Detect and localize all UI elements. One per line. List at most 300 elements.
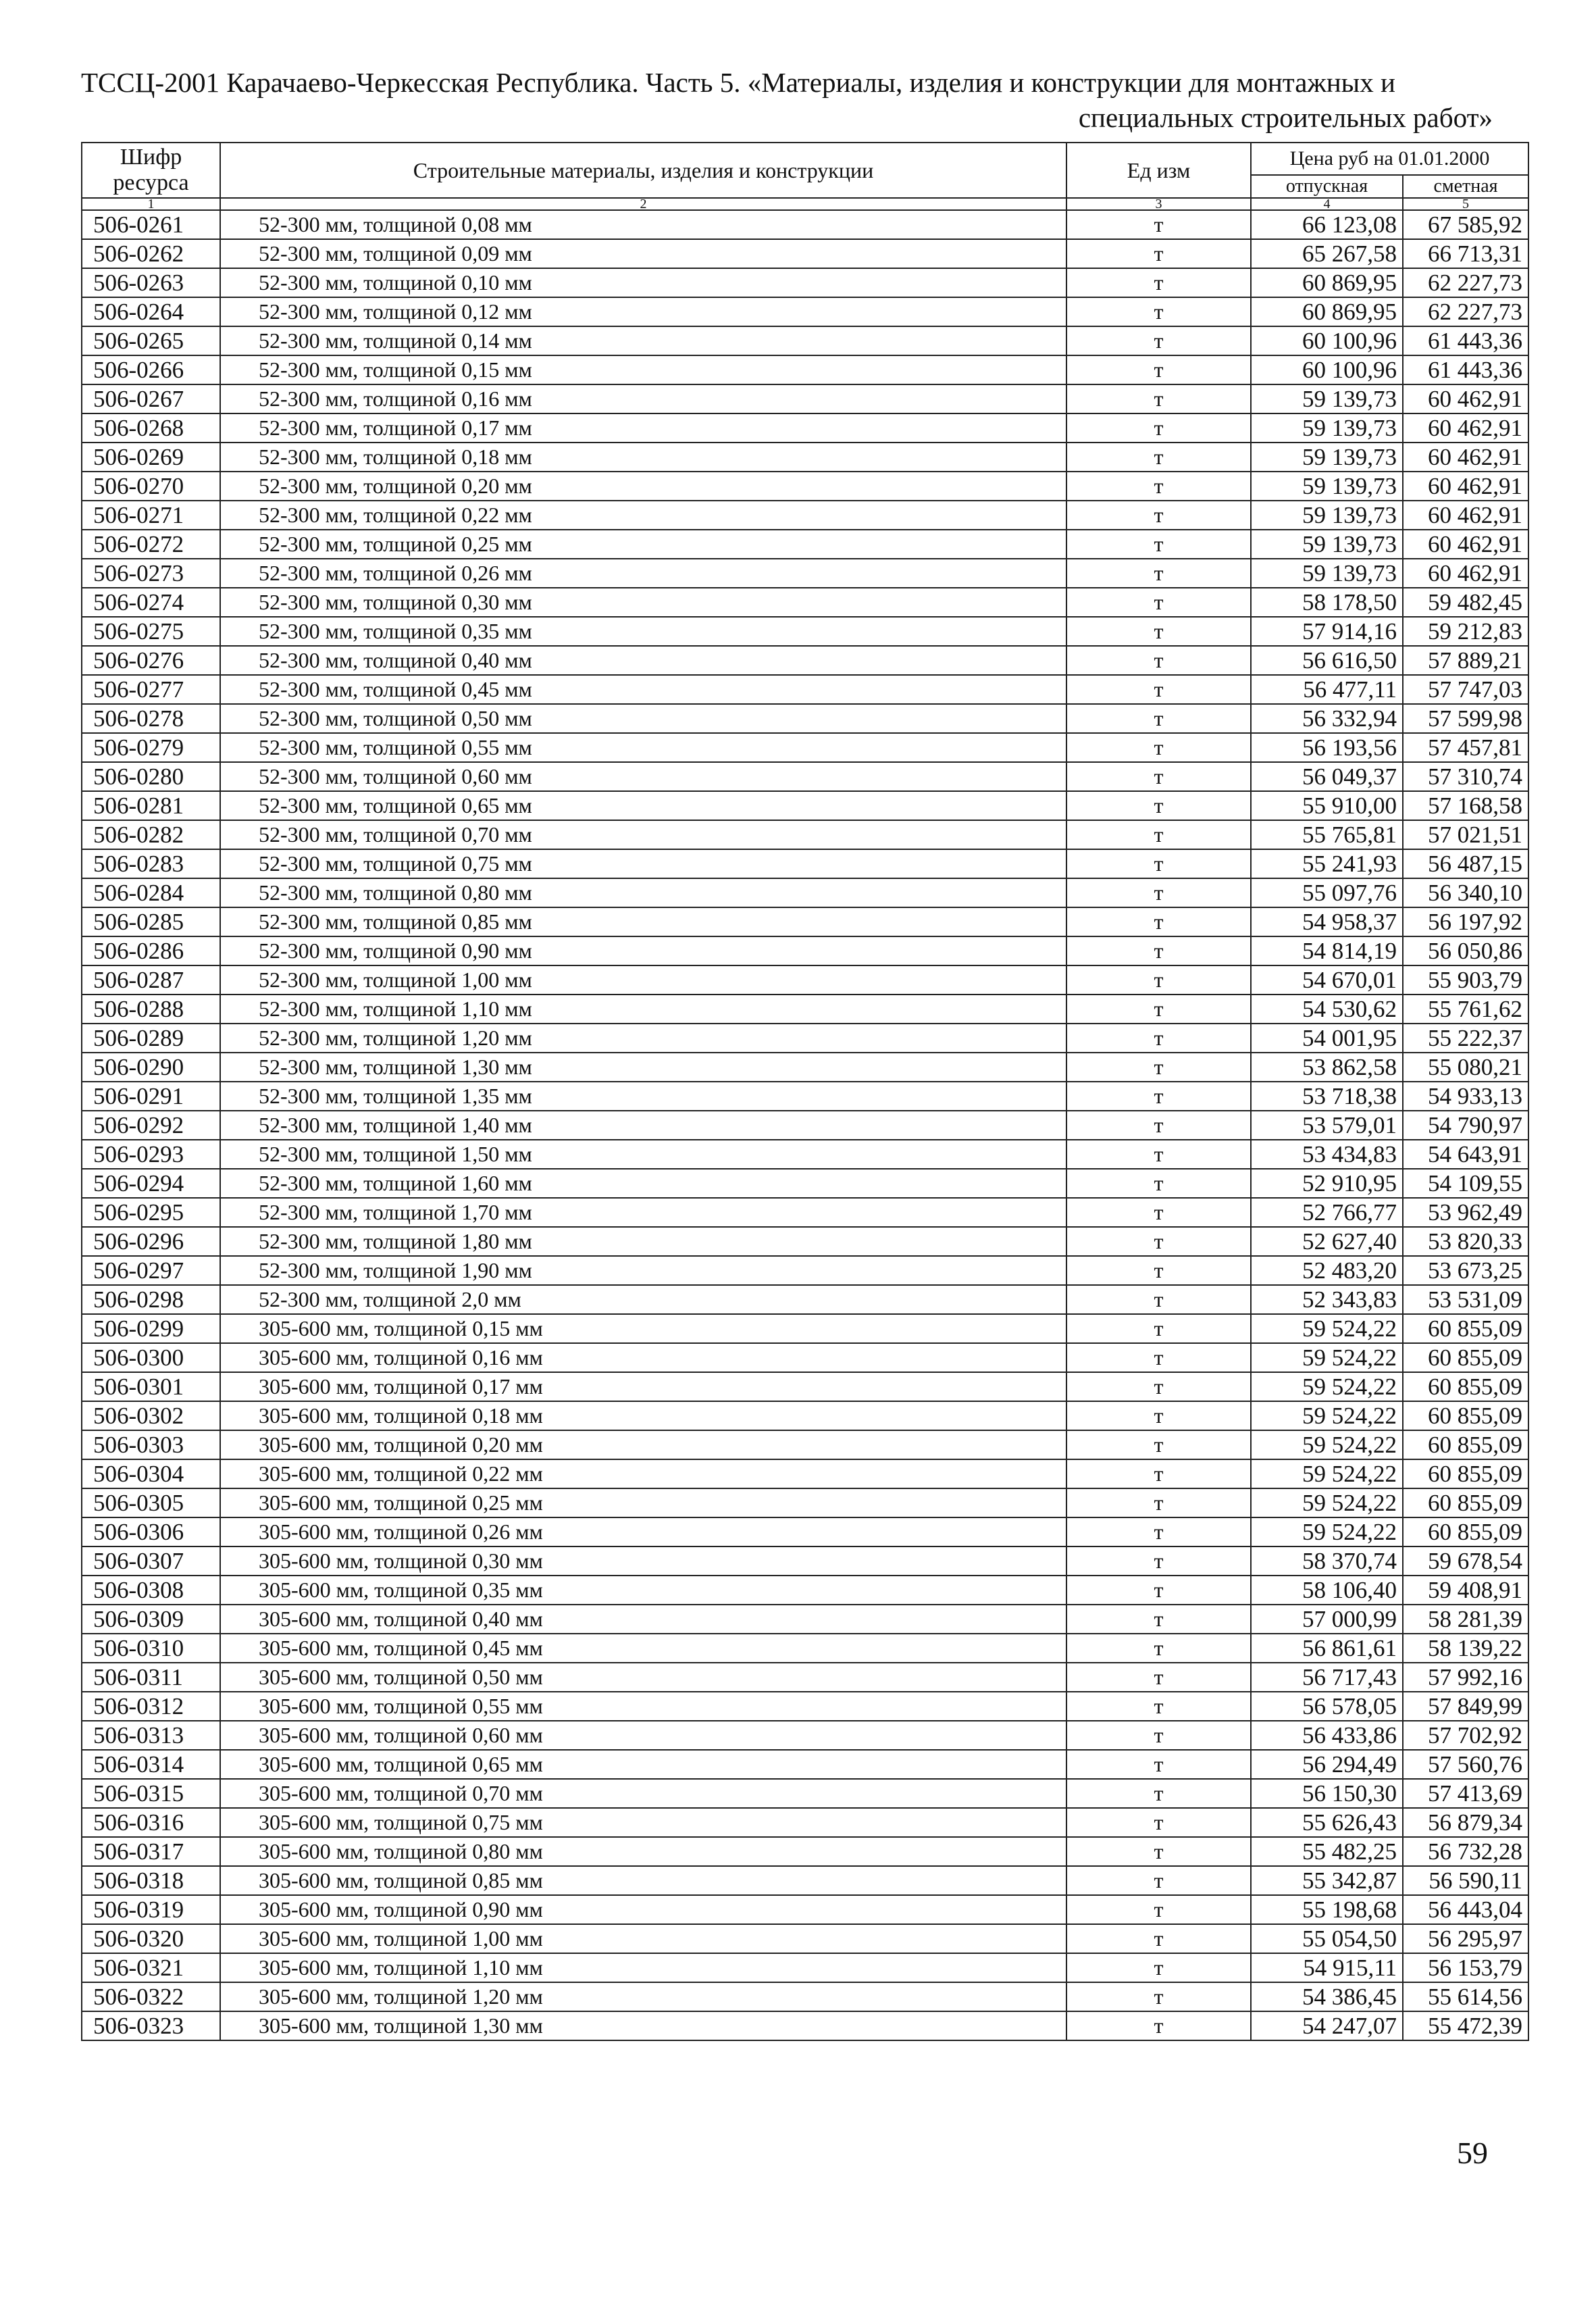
estimate-price-cell: 60 855,09 <box>1403 1488 1528 1517</box>
resource-code-cell: 506-0308 <box>82 1576 220 1605</box>
table-row <box>82 588 1528 617</box>
release-price-cell: 55 241,93 <box>1251 849 1403 878</box>
release-price-cell: 55 054,50 <box>1251 1924 1403 1953</box>
material-name-cell: 305-600 мм, толщиной 1,00 мм <box>220 1924 1066 1953</box>
table-row <box>82 1692 1528 1721</box>
release-price-cell: 59 139,73 <box>1251 472 1403 501</box>
header-title-line2: специальных строительных работ» <box>1078 102 1493 133</box>
release-price-cell: 59 524,22 <box>1251 1488 1403 1517</box>
release-price-cell: 59 139,73 <box>1251 384 1403 413</box>
material-name-cell: 305-600 мм, толщиной 0,26 мм <box>220 1517 1066 1546</box>
table-row <box>82 1953 1528 1982</box>
unit-cell: т <box>1066 820 1251 849</box>
material-name-cell: 52-300 мм, толщиной 0,35 мм <box>220 617 1066 646</box>
release-price-cell: 56 861,61 <box>1251 1634 1403 1663</box>
column-number: 5 <box>1403 198 1528 210</box>
material-name-cell: 305-600 мм, толщиной 1,20 мм <box>220 1982 1066 2011</box>
estimate-price-cell: 58 139,22 <box>1403 1634 1528 1663</box>
table-row <box>82 443 1528 472</box>
header-release-price: отпускная <box>1251 175 1403 198</box>
release-price-cell: 52 483,20 <box>1251 1256 1403 1285</box>
resource-code-cell: 506-0301 <box>82 1372 220 1401</box>
resource-code-cell: 506-0322 <box>82 1982 220 2011</box>
resource-code-cell: 506-0285 <box>82 907 220 936</box>
unit-cell: т <box>1066 1517 1251 1546</box>
resource-code-cell: 506-0279 <box>82 733 220 762</box>
unit-cell: т <box>1066 1082 1251 1111</box>
unit-cell: т <box>1066 762 1251 791</box>
estimate-price-cell: 56 487,15 <box>1403 849 1528 878</box>
release-price-cell: 54 530,62 <box>1251 995 1403 1024</box>
table-row <box>82 1082 1528 1111</box>
estimate-price-cell: 60 462,91 <box>1403 443 1528 472</box>
material-name-cell: 52-300 мм, толщиной 1,90 мм <box>220 1256 1066 1285</box>
resource-code-cell: 506-0310 <box>82 1634 220 1663</box>
material-name-cell: 52-300 мм, толщиной 1,10 мм <box>220 995 1066 1024</box>
resource-code-cell: 506-0289 <box>82 1024 220 1053</box>
release-price-cell: 55 198,68 <box>1251 1895 1403 1924</box>
resource-code-cell: 506-0297 <box>82 1256 220 1285</box>
material-name-cell: 305-600 мм, толщиной 0,35 мм <box>220 1576 1066 1605</box>
resource-code-cell: 506-0284 <box>82 878 220 907</box>
estimate-price-cell: 54 790,97 <box>1403 1111 1528 1140</box>
material-name-cell: 52-300 мм, толщиной 0,60 мм <box>220 762 1066 791</box>
material-name-cell: 305-600 мм, толщиной 0,40 мм <box>220 1605 1066 1634</box>
material-name-cell: 305-600 мм, толщиной 0,15 мм <box>220 1314 1066 1343</box>
material-name-cell: 305-600 мм, толщиной 0,16 мм <box>220 1343 1066 1372</box>
estimate-price-cell: 60 855,09 <box>1403 1401 1528 1430</box>
table-row <box>82 355 1528 384</box>
resource-code-cell: 506-0323 <box>82 2011 220 2040</box>
table-row <box>82 2011 1528 2040</box>
resource-code-cell: 506-0296 <box>82 1227 220 1256</box>
resource-code-cell: 506-0295 <box>82 1198 220 1227</box>
release-price-cell: 52 627,40 <box>1251 1227 1403 1256</box>
unit-cell: т <box>1066 733 1251 762</box>
column-number: 3 <box>1066 198 1251 210</box>
release-price-cell: 65 267,58 <box>1251 239 1403 268</box>
estimate-price-cell: 57 889,21 <box>1403 646 1528 675</box>
page-number: 59 <box>1457 2136 1488 2170</box>
table-row <box>82 297 1528 326</box>
resource-code-cell: 506-0312 <box>82 1692 220 1721</box>
estimate-price-cell: 56 443,04 <box>1403 1895 1528 1924</box>
column-number: 2 <box>220 198 1066 210</box>
resource-code-cell: 506-0264 <box>82 297 220 326</box>
table-row <box>82 762 1528 791</box>
release-price-cell: 59 524,22 <box>1251 1459 1403 1488</box>
release-price-cell: 52 910,95 <box>1251 1169 1403 1198</box>
material-name-cell: 52-300 мм, толщиной 0,80 мм <box>220 878 1066 907</box>
resource-code-cell: 506-0280 <box>82 762 220 791</box>
material-name-cell: 305-600 мм, толщиной 0,85 мм <box>220 1866 1066 1895</box>
release-price-cell: 58 178,50 <box>1251 588 1403 617</box>
resource-code-cell: 506-0292 <box>82 1111 220 1140</box>
estimate-price-cell: 59 408,91 <box>1403 1576 1528 1605</box>
table-row <box>82 1140 1528 1169</box>
resource-code-cell: 506-0309 <box>82 1605 220 1634</box>
table-row <box>82 413 1528 443</box>
resource-code-cell: 506-0268 <box>82 413 220 443</box>
estimate-price-cell: 57 599,98 <box>1403 704 1528 733</box>
unit-cell: т <box>1066 1663 1251 1692</box>
unit-cell: т <box>1066 501 1251 530</box>
header-title-line1: ТССЦ-2001 Карачаево-Черкесская Республика. Часть 5. «Материалы, изделия и конструкции для монтажных и <box>81 67 1395 98</box>
release-price-cell: 56 433,86 <box>1251 1721 1403 1750</box>
estimate-price-cell: 60 855,09 <box>1403 1459 1528 1488</box>
table-row <box>82 1459 1528 1488</box>
unit-cell: т <box>1066 907 1251 936</box>
unit-cell: т <box>1066 239 1251 268</box>
release-price-cell: 60 869,95 <box>1251 268 1403 297</box>
release-price-cell: 56 049,37 <box>1251 762 1403 791</box>
unit-cell: т <box>1066 472 1251 501</box>
unit-cell: т <box>1066 1982 1251 2011</box>
material-name-cell: 52-300 мм, толщиной 1,00 мм <box>220 965 1066 995</box>
release-price-cell: 54 814,19 <box>1251 936 1403 965</box>
material-name-cell: 305-600 мм, толщиной 0,60 мм <box>220 1721 1066 1750</box>
table-row <box>82 1343 1528 1372</box>
estimate-price-cell: 58 281,39 <box>1403 1605 1528 1634</box>
unit-cell: т <box>1066 1401 1251 1430</box>
estimate-price-cell: 55 080,21 <box>1403 1053 1528 1082</box>
estimate-price-cell: 56 879,34 <box>1403 1808 1528 1837</box>
release-price-cell: 53 718,38 <box>1251 1082 1403 1111</box>
unit-cell: т <box>1066 530 1251 559</box>
release-price-cell: 56 193,56 <box>1251 733 1403 762</box>
release-price-cell: 52 343,83 <box>1251 1285 1403 1314</box>
material-name-cell: 305-600 мм, толщиной 0,18 мм <box>220 1401 1066 1430</box>
material-name-cell: 52-300 мм, толщиной 0,18 мм <box>220 443 1066 472</box>
table-row <box>82 733 1528 762</box>
estimate-price-cell: 60 462,91 <box>1403 413 1528 443</box>
release-price-cell: 59 139,73 <box>1251 559 1403 588</box>
material-name-cell: 52-300 мм, толщиной 0,50 мм <box>220 704 1066 733</box>
unit-cell: т <box>1066 1140 1251 1169</box>
resource-code-cell: 506-0314 <box>82 1750 220 1779</box>
estimate-price-cell: 62 227,73 <box>1403 297 1528 326</box>
unit-cell: т <box>1066 268 1251 297</box>
table-row <box>82 1866 1528 1895</box>
resource-code-cell: 506-0321 <box>82 1953 220 1982</box>
resource-code-cell: 506-0263 <box>82 268 220 297</box>
table-row <box>82 472 1528 501</box>
table-row <box>82 268 1528 297</box>
table-row <box>82 1895 1528 1924</box>
estimate-price-cell: 60 462,91 <box>1403 501 1528 530</box>
estimate-price-cell: 60 855,09 <box>1403 1430 1528 1459</box>
table-row <box>82 1576 1528 1605</box>
resource-code-cell: 506-0294 <box>82 1169 220 1198</box>
release-price-cell: 59 524,22 <box>1251 1401 1403 1430</box>
table-row <box>82 1517 1528 1546</box>
unit-cell: т <box>1066 210 1251 239</box>
unit-cell: т <box>1066 995 1251 1024</box>
resource-code-cell: 506-0278 <box>82 704 220 733</box>
estimate-price-cell: 53 531,09 <box>1403 1285 1528 1314</box>
resource-code-cell: 506-0302 <box>82 1401 220 1430</box>
resource-code-cell: 506-0290 <box>82 1053 220 1082</box>
estimate-price-cell: 57 168,58 <box>1403 791 1528 820</box>
estimate-price-cell: 57 992,16 <box>1403 1663 1528 1692</box>
release-price-cell: 55 765,81 <box>1251 820 1403 849</box>
release-price-cell: 59 524,22 <box>1251 1314 1403 1343</box>
release-price-cell: 66 123,08 <box>1251 210 1403 239</box>
estimate-price-cell: 57 413,69 <box>1403 1779 1528 1808</box>
table-row <box>82 1169 1528 1198</box>
material-name-cell: 52-300 мм, толщиной 1,50 мм <box>220 1140 1066 1169</box>
material-name-cell: 52-300 мм, толщиной 0,70 мм <box>220 820 1066 849</box>
unit-cell: т <box>1066 1546 1251 1576</box>
column-number: 1 <box>82 198 220 210</box>
material-name-cell: 305-600 мм, толщиной 0,70 мм <box>220 1779 1066 1808</box>
material-name-cell: 305-600 мм, толщиной 1,30 мм <box>220 2011 1066 2040</box>
estimate-price-cell: 61 443,36 <box>1403 326 1528 355</box>
resource-code-cell: 506-0272 <box>82 530 220 559</box>
table-row <box>82 617 1528 646</box>
unit-cell: т <box>1066 1750 1251 1779</box>
table-row <box>82 1663 1528 1692</box>
release-price-cell: 56 150,30 <box>1251 1779 1403 1808</box>
unit-cell: т <box>1066 1692 1251 1721</box>
resource-code-cell: 506-0271 <box>82 501 220 530</box>
table-row <box>82 675 1528 704</box>
material-name-cell: 52-300 мм, толщиной 1,80 мм <box>220 1227 1066 1256</box>
release-price-cell: 54 958,37 <box>1251 907 1403 936</box>
estimate-price-cell: 55 614,56 <box>1403 1982 1528 2011</box>
table-row <box>82 239 1528 268</box>
material-name-cell: 52-300 мм, толщиной 0,22 мм <box>220 501 1066 530</box>
unit-cell: т <box>1066 1576 1251 1605</box>
table-row <box>82 907 1528 936</box>
material-name-cell: 52-300 мм, толщиной 0,85 мм <box>220 907 1066 936</box>
unit-cell: т <box>1066 1198 1251 1227</box>
material-name-cell: 52-300 мм, толщиной 1,40 мм <box>220 1111 1066 1140</box>
unit-cell: т <box>1066 1634 1251 1663</box>
table-row <box>82 1285 1528 1314</box>
material-name-cell: 52-300 мм, толщиной 0,20 мм <box>220 472 1066 501</box>
table-row <box>82 1401 1528 1430</box>
resource-code-cell: 506-0311 <box>82 1663 220 1692</box>
resource-code-cell: 506-0276 <box>82 646 220 675</box>
table-row <box>82 384 1528 413</box>
estimate-price-cell: 60 462,91 <box>1403 559 1528 588</box>
unit-cell: т <box>1066 878 1251 907</box>
release-price-cell: 57 914,16 <box>1251 617 1403 646</box>
unit-cell: т <box>1066 326 1251 355</box>
estimate-price-cell: 57 021,51 <box>1403 820 1528 849</box>
resource-code-cell: 506-0317 <box>82 1837 220 1866</box>
estimate-price-cell: 57 747,03 <box>1403 675 1528 704</box>
resource-code-cell: 506-0288 <box>82 995 220 1024</box>
material-name-cell: 52-300 мм, толщиной 0,26 мм <box>220 559 1066 588</box>
table-header <box>82 143 1528 210</box>
header-estimate-price: сметная <box>1403 175 1528 198</box>
unit-cell: т <box>1066 1808 1251 1837</box>
resource-code-cell: 506-0315 <box>82 1779 220 1808</box>
release-price-cell: 59 524,22 <box>1251 1372 1403 1401</box>
resource-code-cell: 506-0275 <box>82 617 220 646</box>
table-row <box>82 878 1528 907</box>
material-name-cell: 52-300 мм, толщиной 0,15 мм <box>220 355 1066 384</box>
release-price-cell: 53 579,01 <box>1251 1111 1403 1140</box>
resource-code-cell: 506-0261 <box>82 210 220 239</box>
estimate-price-cell: 54 109,55 <box>1403 1169 1528 1198</box>
unit-cell: т <box>1066 588 1251 617</box>
unit-cell: т <box>1066 1227 1251 1256</box>
release-price-cell: 54 001,95 <box>1251 1024 1403 1053</box>
price-table <box>81 142 1529 2041</box>
material-name-cell: 52-300 мм, толщиной 0,08 мм <box>220 210 1066 239</box>
resource-code-cell: 506-0320 <box>82 1924 220 1953</box>
material-name-cell: 52-300 мм, толщиной 1,60 мм <box>220 1169 1066 1198</box>
estimate-price-cell: 53 673,25 <box>1403 1256 1528 1285</box>
unit-cell: т <box>1066 297 1251 326</box>
table-row <box>82 1227 1528 1256</box>
resource-code-cell: 506-0313 <box>82 1721 220 1750</box>
unit-cell: т <box>1066 617 1251 646</box>
header-name: Строительные материалы, изделия и конструкции <box>220 143 1066 198</box>
material-name-cell: 305-600 мм, толщиной 0,75 мм <box>220 1808 1066 1837</box>
material-name-cell: 52-300 мм, толщиной 0,09 мм <box>220 239 1066 268</box>
resource-code-cell: 506-0269 <box>82 443 220 472</box>
table-row <box>82 1488 1528 1517</box>
release-price-cell: 58 370,74 <box>1251 1546 1403 1576</box>
table-row <box>82 1372 1528 1401</box>
table-row <box>82 1837 1528 1866</box>
material-name-cell: 52-300 мм, толщиной 0,55 мм <box>220 733 1066 762</box>
material-name-cell: 52-300 мм, толщиной 0,25 мм <box>220 530 1066 559</box>
release-price-cell: 55 342,87 <box>1251 1866 1403 1895</box>
resource-code-cell: 506-0267 <box>82 384 220 413</box>
table-row <box>82 1024 1528 1053</box>
release-price-cell: 59 139,73 <box>1251 530 1403 559</box>
material-name-cell: 52-300 мм, толщиной 1,70 мм <box>220 1198 1066 1227</box>
release-price-cell: 60 100,96 <box>1251 326 1403 355</box>
resource-code-cell: 506-0316 <box>82 1808 220 1837</box>
table-row <box>82 1982 1528 2011</box>
estimate-price-cell: 57 702,92 <box>1403 1721 1528 1750</box>
unit-cell: т <box>1066 559 1251 588</box>
table-row <box>82 1314 1528 1343</box>
unit-cell: т <box>1066 965 1251 995</box>
estimate-price-cell: 55 222,37 <box>1403 1024 1528 1053</box>
resource-code-cell: 506-0273 <box>82 559 220 588</box>
release-price-cell: 56 717,43 <box>1251 1663 1403 1692</box>
estimate-price-cell: 56 590,11 <box>1403 1866 1528 1895</box>
release-price-cell: 52 766,77 <box>1251 1198 1403 1227</box>
estimate-price-cell: 60 462,91 <box>1403 472 1528 501</box>
table-row <box>82 820 1528 849</box>
resource-code-cell: 506-0291 <box>82 1082 220 1111</box>
release-price-cell: 53 434,83 <box>1251 1140 1403 1169</box>
document-header <box>81 65 1493 135</box>
material-name-cell: 305-600 мм, толщиной 0,50 мм <box>220 1663 1066 1692</box>
estimate-price-cell: 55 761,62 <box>1403 995 1528 1024</box>
release-price-cell: 54 915,11 <box>1251 1953 1403 1982</box>
material-name-cell: 52-300 мм, толщиной 1,30 мм <box>220 1053 1066 1082</box>
unit-cell: т <box>1066 1779 1251 1808</box>
release-price-cell: 53 862,58 <box>1251 1053 1403 1082</box>
unit-cell: т <box>1066 1256 1251 1285</box>
material-name-cell: 305-600 мм, толщиной 0,45 мм <box>220 1634 1066 1663</box>
resource-code-cell: 506-0265 <box>82 326 220 355</box>
resource-code-cell: 506-0283 <box>82 849 220 878</box>
unit-cell: т <box>1066 1837 1251 1866</box>
release-price-cell: 60 100,96 <box>1251 355 1403 384</box>
resource-code-cell: 506-0298 <box>82 1285 220 1314</box>
material-name-cell: 305-600 мм, толщиной 0,55 мм <box>220 1692 1066 1721</box>
release-price-cell: 56 578,05 <box>1251 1692 1403 1721</box>
column-number-row <box>82 198 1528 210</box>
unit-cell: т <box>1066 849 1251 878</box>
release-price-cell: 56 616,50 <box>1251 646 1403 675</box>
material-name-cell: 52-300 мм, толщиной 0,14 мм <box>220 326 1066 355</box>
unit-cell: т <box>1066 1605 1251 1634</box>
release-price-cell: 57 000,99 <box>1251 1605 1403 1634</box>
resource-code-cell: 506-0293 <box>82 1140 220 1169</box>
unit-cell: т <box>1066 1285 1251 1314</box>
unit-cell: т <box>1066 355 1251 384</box>
estimate-price-cell: 59 678,54 <box>1403 1546 1528 1576</box>
material-name-cell: 52-300 мм, толщиной 0,12 мм <box>220 297 1066 326</box>
unit-cell: т <box>1066 1924 1251 1953</box>
unit-cell: т <box>1066 1721 1251 1750</box>
unit-cell: т <box>1066 1430 1251 1459</box>
table-row <box>82 559 1528 588</box>
table-row <box>82 936 1528 965</box>
material-name-cell: 52-300 мм, толщиной 0,10 мм <box>220 268 1066 297</box>
table-row <box>82 1750 1528 1779</box>
table-row <box>82 1256 1528 1285</box>
unit-cell: т <box>1066 936 1251 965</box>
estimate-price-cell: 59 482,45 <box>1403 588 1528 617</box>
estimate-price-cell: 57 457,81 <box>1403 733 1528 762</box>
estimate-price-cell: 60 855,09 <box>1403 1517 1528 1546</box>
release-price-cell: 59 139,73 <box>1251 501 1403 530</box>
unit-cell: т <box>1066 1488 1251 1517</box>
estimate-price-cell: 60 462,91 <box>1403 384 1528 413</box>
estimate-price-cell: 53 820,33 <box>1403 1227 1528 1256</box>
resource-code-cell: 506-0299 <box>82 1314 220 1343</box>
release-price-cell: 56 294,49 <box>1251 1750 1403 1779</box>
table-row <box>82 1924 1528 1953</box>
material-name-cell: 52-300 мм, толщиной 0,30 мм <box>220 588 1066 617</box>
resource-code-cell: 506-0319 <box>82 1895 220 1924</box>
unit-cell: т <box>1066 1953 1251 1982</box>
estimate-price-cell: 56 340,10 <box>1403 878 1528 907</box>
unit-cell: т <box>1066 413 1251 443</box>
table-row <box>82 646 1528 675</box>
header-unit: Ед изм <box>1066 143 1251 198</box>
table-body <box>82 210 1528 2040</box>
release-price-cell: 55 482,25 <box>1251 1837 1403 1866</box>
estimate-price-cell: 61 443,36 <box>1403 355 1528 384</box>
header-code: Шифр ресурса <box>82 143 220 198</box>
estimate-price-cell: 56 197,92 <box>1403 907 1528 936</box>
unit-cell: т <box>1066 384 1251 413</box>
unit-cell: т <box>1066 791 1251 820</box>
unit-cell: т <box>1066 1024 1251 1053</box>
estimate-price-cell: 57 560,76 <box>1403 1750 1528 1779</box>
resource-code-cell: 506-0306 <box>82 1517 220 1546</box>
table-row <box>82 1721 1528 1750</box>
material-name-cell: 305-600 мм, толщиной 0,90 мм <box>220 1895 1066 1924</box>
unit-cell: т <box>1066 1372 1251 1401</box>
table-row <box>82 791 1528 820</box>
release-price-cell: 58 106,40 <box>1251 1576 1403 1605</box>
release-price-cell: 56 477,11 <box>1251 675 1403 704</box>
